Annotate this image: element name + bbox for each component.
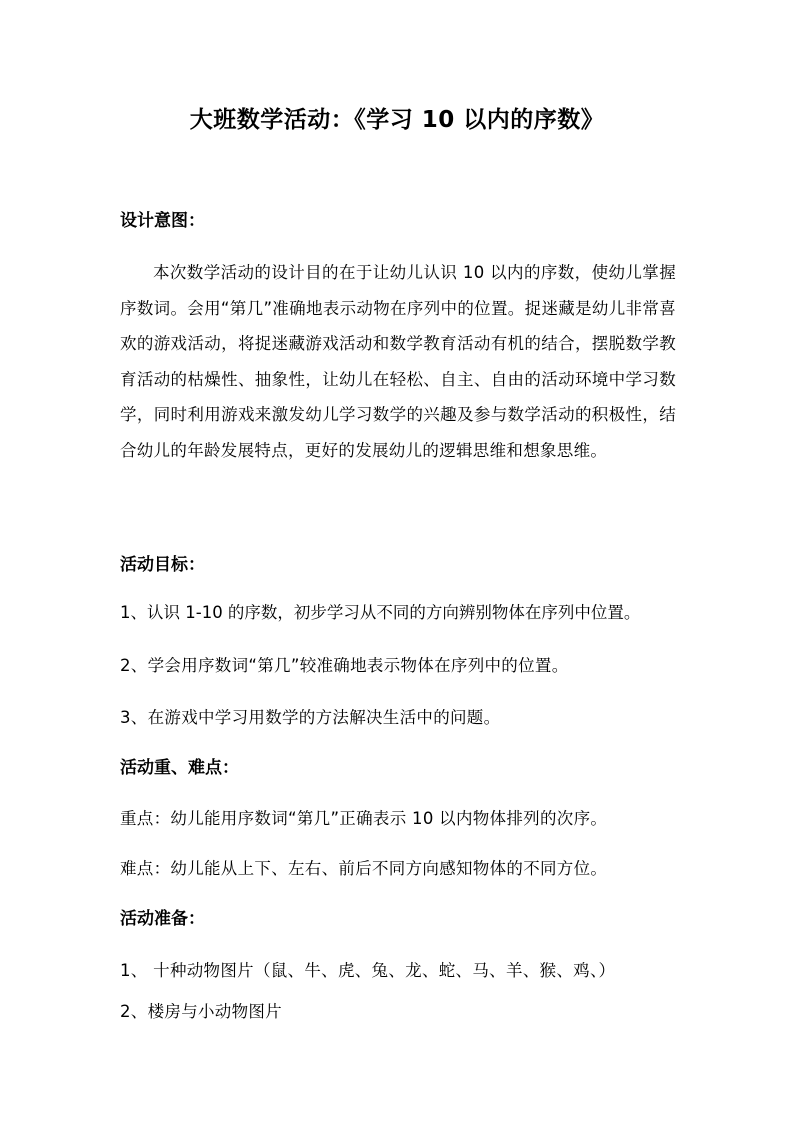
goal-item-3: 3、在游戏中学习用数学的方法解决生活中的问题。 [120,708,501,727]
preparation-item-2: 2、楼房与小动物图片 [120,1002,282,1021]
goal-item-1: 1、认识 1-10 的序数，初步学习从不同的方向辨别物体在序列中位置。 [120,603,641,622]
key-point-item: 重点：幼儿能用序数词“第几”正确表示 10 以内物体排列的次序。 [120,809,608,828]
section-heading-key-points: 活动重、难点： [120,758,239,778]
design-intent-paragraph: 本次数学活动的设计目的在于让幼儿认识 10 以内的序数，使幼儿掌握序数词。会用“第几”准确地表示动物在序列中的位置。捉迷藏是幼儿非常喜欢的游戏活动，将捉迷藏游戏活动和数学教育活动有机的结合，摆脱数学教育活动的枯燥性、抽象性，让幼儿在轻松、自主、自由的活动环境中学习数学，同时利用游戏来激发幼儿学习数学的兴趣及参与数学活动的积极性，结合幼儿的年龄发展特点，更好的发展幼儿的逻辑思维和想象思维。 [120,263,676,460]
section-heading-goals: 活动目标： [120,555,205,575]
section-heading-design-intent: 设计意图： [120,211,205,231]
difficulty-item: 难点：幼儿能从上下、左右、前后不同方向感知物体的不同方位。 [120,859,608,878]
goal-item-2: 2、学会用序数词“第几”较准确地表示物体在序列中的位置。 [120,656,569,675]
preparation-item-1: 1、 十种动物图片（鼠、牛、虎、兔、龙、蛇、马、羊、猴、鸡、） [120,961,616,980]
document-title: 大班数学活动：《学习 10 以内的序数》 [189,107,605,133]
section-heading-preparation: 活动准备： [120,909,205,929]
